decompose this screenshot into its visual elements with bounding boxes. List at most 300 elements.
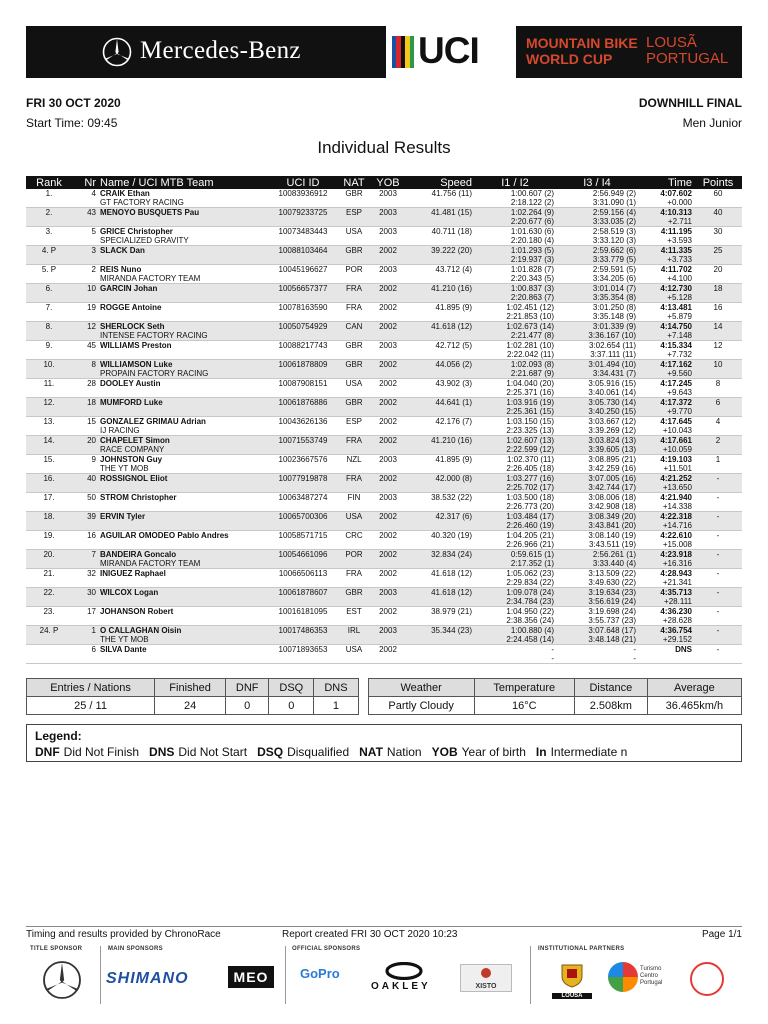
speed-cell: 42.712 (5) <box>435 341 472 350</box>
team-name <box>98 312 270 322</box>
empty-cell <box>26 331 72 341</box>
empty-cell <box>404 293 474 303</box>
split-i2-cell: 2:20.863 (7) <box>474 293 556 303</box>
empty-cell <box>372 521 404 531</box>
empty-cell <box>270 540 336 550</box>
empty-cell <box>372 483 404 493</box>
rider-name: GRICE Christopher <box>100 227 173 236</box>
empty-cell <box>694 312 742 322</box>
table-row-detail <box>26 293 742 303</box>
split-i4-cell: 3:36.167 (10) <box>556 331 638 341</box>
uci-id-cell: 10061878809 <box>270 360 336 370</box>
rider-name: STROM Christopher <box>100 493 177 502</box>
empty-cell <box>270 654 336 664</box>
table-row <box>26 474 742 484</box>
points-cell: 1 <box>715 455 721 464</box>
points-cell: 6 <box>694 398 742 408</box>
table-row <box>26 398 742 408</box>
empty-cell <box>694 198 742 208</box>
table-row <box>26 607 742 617</box>
gap-cell: +16.316 <box>638 559 694 569</box>
empty-cell <box>26 236 72 246</box>
rank-cell: 4. P <box>26 246 72 256</box>
empty-cell <box>270 521 336 531</box>
bib-cell: 43 <box>72 208 98 218</box>
summary-table <box>26 678 742 715</box>
empty-cell <box>336 217 372 227</box>
empty-cell <box>26 483 72 493</box>
empty-cell <box>270 198 336 208</box>
split-i2-cell: 2:26.966 (21) <box>474 540 556 550</box>
points-cell: - <box>694 512 742 522</box>
uci-text: UCI <box>418 30 479 71</box>
yob-cell: 2003 <box>379 265 397 274</box>
team-name <box>98 255 270 265</box>
points-cell: - <box>694 550 742 560</box>
team-name: SPECIALIZED GRAVITY <box>98 236 270 246</box>
split-i3-cell: 3:03.667 (12) <box>588 417 636 426</box>
speed-cell: 42.000 (8) <box>404 474 474 484</box>
split-i2-cell: 2:23.325 (13) <box>474 426 556 436</box>
bib-cell: 7 <box>72 550 98 560</box>
table-row-detail <box>26 540 742 550</box>
table-row-detail <box>26 426 742 436</box>
time-cell: 4:23.918 <box>638 550 694 560</box>
bib-cell: 5 <box>91 227 96 236</box>
table-row <box>26 645 742 655</box>
empty-cell <box>694 217 742 227</box>
empty-cell <box>270 312 336 322</box>
yob-cell: 2002 <box>372 436 404 446</box>
split-i3-cell: 2:58.519 (3) <box>592 227 636 236</box>
yob-cell: 2003 <box>372 208 404 218</box>
team-name <box>98 540 270 550</box>
empty-cell <box>372 464 404 474</box>
team-name <box>98 350 270 360</box>
speed-cell: 41.618 (12) <box>404 322 474 332</box>
uci-id-cell: 10071893653 <box>278 645 328 654</box>
points-cell: - <box>694 588 742 598</box>
split-i2-cell: 2:21.853 (10) <box>474 312 556 322</box>
team-name: MIRANDA FACTORY TEAM <box>98 274 270 284</box>
empty-cell <box>372 445 404 455</box>
uci-id-cell: 10071553749 <box>270 436 336 446</box>
uci-id-cell: 10077919878 <box>270 474 336 484</box>
speed-cell: 38.979 (21) <box>431 607 472 616</box>
bib-cell: 4 <box>91 189 96 198</box>
rank-cell: 15. <box>43 455 55 464</box>
oakley-logo: OAKLEY <box>371 981 431 992</box>
empty-cell <box>404 540 474 550</box>
empty-cell <box>404 331 474 341</box>
split-i4-cell: 3:42.259 (16) <box>556 464 638 474</box>
col-name: Name / UCI MTB Team <box>98 176 270 189</box>
split-i1-cell: 1:02.451 (12) <box>506 303 554 312</box>
rank-cell: 13. <box>43 417 55 426</box>
empty-cell <box>26 407 72 417</box>
gap-cell: +15.008 <box>638 540 694 550</box>
table-row <box>26 227 742 237</box>
points-cell: 8 <box>715 379 721 388</box>
venue-line-2: PORTUGAL <box>646 50 729 67</box>
split-i3-cell: 3:08.349 (20) <box>556 512 638 522</box>
time-cell: 4:22.610 <box>660 531 692 540</box>
rider-name: BANDEIRA Goncalo <box>98 550 270 560</box>
sum-dns: 1 <box>314 697 358 715</box>
time-cell: DNS <box>675 645 692 654</box>
rider-name: JOHANSON Robert <box>100 607 174 616</box>
yob-cell: 2002 <box>372 474 404 484</box>
split-i3-cell: 2:59.591 (5) <box>592 265 636 274</box>
uci-id-cell: 10023667576 <box>278 455 328 464</box>
gap-cell: +9.560 <box>638 369 694 379</box>
col-speed: Speed <box>404 176 474 189</box>
empty-cell <box>72 331 98 341</box>
gap-cell: +0.000 <box>638 198 694 208</box>
rank-cell: 5. P <box>41 265 57 274</box>
table-row-detail <box>26 445 742 455</box>
empty-cell <box>270 502 336 512</box>
time-cell: 4:22.318 <box>638 512 694 522</box>
team-name: IJ RACING <box>98 426 270 436</box>
nation-cell: ESP <box>336 208 372 218</box>
empty-cell <box>26 217 72 227</box>
empty-cell <box>72 426 98 436</box>
legend-text: Disqualified <box>287 745 350 759</box>
split-i2-cell: 2:26.460 (19) <box>474 521 556 531</box>
empty-cell <box>72 274 98 284</box>
empty-cell <box>26 255 72 265</box>
empty-cell <box>372 388 404 398</box>
gap-cell: +10.043 <box>638 426 694 436</box>
split-i1-cell: 1:01.828 (7) <box>510 265 554 274</box>
table-row <box>26 455 742 465</box>
speed-cell: 44.641 (1) <box>404 398 474 408</box>
empty-cell <box>26 502 72 512</box>
rider-name: INIGUEZ Raphael <box>100 569 166 578</box>
uci-id-cell: 10016181095 <box>278 607 328 616</box>
rank-cell: 22. <box>26 588 72 598</box>
race-meta-left <box>26 96 121 130</box>
empty-cell <box>694 597 742 607</box>
points-cell: - <box>716 607 720 616</box>
time-cell: 4:21.252 <box>638 474 694 484</box>
table-row <box>26 246 742 256</box>
empty-cell <box>26 388 72 398</box>
uci-logo <box>386 26 516 78</box>
split-i3-cell: 2:59.662 (6) <box>556 246 638 256</box>
split-i1-cell: 1:03.277 (16) <box>474 474 556 484</box>
table-row <box>26 626 742 636</box>
rider-name: CRAIK Ethan <box>100 189 150 198</box>
summary-header-row <box>27 679 742 697</box>
empty-cell <box>336 578 372 588</box>
bib-cell: 32 <box>87 569 96 578</box>
empty-cell <box>336 236 372 246</box>
xisto-mark-icon <box>481 968 491 978</box>
table-row-detail <box>26 616 742 626</box>
table-row-detail <box>26 635 742 645</box>
empty-cell <box>72 559 98 569</box>
gap-cell: +5.879 <box>638 312 694 322</box>
empty-cell <box>694 502 742 512</box>
legend-text: Nation <box>386 745 422 759</box>
split-i3-cell: 2:59.156 (4) <box>556 208 638 218</box>
main-sponsors-label: MAIN SPONSORS <box>108 946 163 952</box>
official-sponsors-label: OFFICIAL SPONSORS <box>292 946 361 952</box>
gap-cell: +2.711 <box>638 217 694 227</box>
empty-cell <box>270 407 336 417</box>
xisto-logo <box>460 964 512 992</box>
nation-cell: GBR <box>336 588 372 598</box>
gap-cell: +29.152 <box>638 635 694 645</box>
empty-cell <box>72 578 98 588</box>
time-cell: 4:13.481 <box>660 303 692 312</box>
speed-cell: 41.210 (16) <box>404 284 474 294</box>
empty-cell <box>26 540 72 550</box>
empty-cell <box>270 388 336 398</box>
split-i3-cell: 3:07.005 (16) <box>556 474 638 484</box>
yob-cell: 2002 <box>379 531 397 540</box>
table-row-detail <box>26 350 742 360</box>
bib-cell: 50 <box>87 493 96 502</box>
split-i3-cell: 3:08.895 (21) <box>588 455 636 464</box>
empty-cell <box>404 236 474 246</box>
series-line-2: WORLD CUP <box>526 51 613 67</box>
empty-cell <box>372 654 404 664</box>
speed-cell: 41.618 (12) <box>404 588 474 598</box>
table-row <box>26 284 742 294</box>
table-row-detail <box>26 464 742 474</box>
gopro-logo: GoPro <box>300 966 340 981</box>
rider-name: SHERLOCK Seth <box>98 322 270 332</box>
split-i4-cell: 3:33.035 (2) <box>556 217 638 227</box>
empty-cell <box>270 350 336 360</box>
empty-cell <box>694 369 742 379</box>
sum-weather: Partly Cloudy <box>368 697 474 715</box>
empty-cell <box>336 369 372 379</box>
sum-dnf: 0 <box>226 697 269 715</box>
table-row <box>26 303 742 313</box>
empty-cell <box>270 274 336 284</box>
split-i2-cell: 2:26.773 (20) <box>474 502 556 512</box>
split-i4-cell: 3:56.619 (24) <box>556 597 638 607</box>
split-i1-cell: 1:03.484 (17) <box>474 512 556 522</box>
summary-value-row <box>27 697 742 715</box>
time-cell: 4:21.940 <box>660 493 692 502</box>
split-i1-cell: 1:04.205 (21) <box>506 531 554 540</box>
race-meta-right <box>639 96 742 130</box>
empty-cell <box>72 502 98 512</box>
split-i1-cell: 1:04.040 (20) <box>506 379 554 388</box>
empty-cell <box>336 559 372 569</box>
sum-finished: 24 <box>155 697 226 715</box>
speed-cell <box>404 645 474 655</box>
empty-cell <box>26 312 72 322</box>
team-name <box>98 616 270 626</box>
sum-h-dns: DNS <box>314 679 358 697</box>
speed-cell: 44.056 (2) <box>404 360 474 370</box>
legend-abbr: YOB <box>431 745 458 759</box>
empty-cell <box>72 464 98 474</box>
yob-cell: 2002 <box>372 550 404 560</box>
bib-cell: 18 <box>72 398 98 408</box>
lousa-crest-icon <box>559 962 585 988</box>
empty-cell <box>694 635 742 645</box>
nation-cell: POR <box>336 550 372 560</box>
split-i1-cell: - <box>551 645 554 654</box>
uci-id-cell: 10078163590 <box>278 303 328 312</box>
legend-abbr: In <box>535 745 547 759</box>
gap-cell: +3.733 <box>638 255 694 265</box>
split-i2-cell: 2:21.477 (8) <box>474 331 556 341</box>
empty-cell <box>26 464 72 474</box>
team-name: INTENSE FACTORY RACING <box>98 331 270 341</box>
empty-cell <box>270 616 336 626</box>
bib-cell: 30 <box>72 588 98 598</box>
team-name: THE YT MOB <box>98 464 270 474</box>
table-row-detail <box>26 502 742 512</box>
rank-cell: 11. <box>43 379 55 388</box>
yob-cell: 2002 <box>372 512 404 522</box>
nation-cell: IRL <box>336 626 372 636</box>
split-i1-cell: 1:00.607 (2) <box>510 189 554 198</box>
uci-id-cell: 10083936912 <box>278 189 328 198</box>
split-i4-cell: 3:33.120 (3) <box>556 236 638 246</box>
yob-cell: 2003 <box>379 341 397 350</box>
col-yob: YOB <box>372 176 404 189</box>
empty-cell <box>26 293 72 303</box>
split-i3-cell: 3:01.339 (9) <box>556 322 638 332</box>
rider-name: AGUILAR OMODEO Pablo Andres <box>100 531 229 540</box>
header-banner <box>26 26 742 78</box>
points-cell: 18 <box>694 284 742 294</box>
yob-cell: 2002 <box>372 246 404 256</box>
split-i1-cell: 1:01.293 (5) <box>474 246 556 256</box>
bib-cell: 20 <box>72 436 98 446</box>
split-i3-cell: 2:56.261 (1) <box>556 550 638 560</box>
empty-cell <box>404 274 474 284</box>
title-sponsor-label: TITLE SPONSOR <box>30 946 83 952</box>
sum-distance: 2.508km <box>574 697 647 715</box>
empty-cell <box>694 331 742 341</box>
rider-name: GARCIN Johan <box>98 284 270 294</box>
split-i2-cell: 2:20.180 (4) <box>474 236 556 246</box>
split-i4-cell: 3:33.440 (4) <box>556 559 638 569</box>
bib-cell: 39 <box>72 512 98 522</box>
empty-cell <box>404 559 474 569</box>
split-i4-cell: 3:39.605 (13) <box>556 445 638 455</box>
gap-cell: +9.643 <box>638 388 694 398</box>
split-i3-cell: 3:01.014 (7) <box>556 284 638 294</box>
empty-cell <box>694 616 742 626</box>
empty-cell <box>404 198 474 208</box>
table-row-detail <box>26 483 742 493</box>
points-cell: 10 <box>694 360 742 370</box>
empty-cell <box>26 445 72 455</box>
turismo-centro-text: Turismo Centro Portugal <box>640 966 663 986</box>
rank-cell: 16. <box>26 474 72 484</box>
empty-cell <box>404 426 474 436</box>
empty-cell <box>270 369 336 379</box>
time-cell: 4:36.230 <box>660 607 692 616</box>
yob-cell: 2002 <box>379 607 397 616</box>
split-i3-cell: 3:19.634 (23) <box>556 588 638 598</box>
table-row-detail <box>26 388 742 398</box>
empty-cell <box>336 540 372 550</box>
split-i2-cell: 2:21.687 (9) <box>474 369 556 379</box>
table-row-detail <box>26 217 742 227</box>
sponsor-divider <box>285 946 286 1004</box>
empty-cell <box>336 654 372 664</box>
table-row-detail <box>26 274 742 284</box>
empty-cell <box>404 616 474 626</box>
gap-cell: +7.148 <box>638 331 694 341</box>
table-row-detail <box>26 369 742 379</box>
yob-cell: 2002 <box>372 284 404 294</box>
table-row <box>26 189 742 198</box>
gap-cell <box>638 654 694 664</box>
split-i3-cell: - <box>633 645 636 654</box>
sum-h-dnf: DNF <box>226 679 269 697</box>
table-row-detail <box>26 255 742 265</box>
team-name <box>98 293 270 303</box>
gap-cell: +11.501 <box>638 464 694 474</box>
gap-cell: +28.111 <box>638 597 694 607</box>
rider-name: CHAPELET Simon <box>98 436 270 446</box>
table-row-detail <box>26 407 742 417</box>
gap-cell: +9.770 <box>638 407 694 417</box>
empty-cell <box>72 616 98 626</box>
points-cell: 2 <box>694 436 742 446</box>
empty-cell <box>694 350 742 360</box>
empty-cell <box>336 407 372 417</box>
yob-cell: 2003 <box>372 626 404 636</box>
table-row-detail <box>26 236 742 246</box>
speed-cell: 32.834 (24) <box>404 550 474 560</box>
team-name <box>98 217 270 227</box>
bib-cell: 10 <box>72 284 98 294</box>
empty-cell <box>372 236 404 246</box>
mercedes-star-icon <box>102 37 132 67</box>
venue-line-1: LOUSÃ <box>646 34 697 51</box>
empty-cell <box>72 255 98 265</box>
empty-cell <box>26 426 72 436</box>
empty-cell <box>372 635 404 645</box>
nation-cell: FRA <box>336 474 372 484</box>
empty-cell <box>404 350 474 360</box>
rank-cell: 3. <box>45 227 53 236</box>
split-i4-cell: 3:34.205 (6) <box>556 274 638 284</box>
empty-cell <box>26 350 72 360</box>
rank-cell <box>26 645 72 655</box>
gap-cell: +5.128 <box>638 293 694 303</box>
yob-cell: 2002 <box>379 645 397 654</box>
empty-cell <box>372 217 404 227</box>
table-row <box>26 265 742 275</box>
sum-h-finished: Finished <box>155 679 226 697</box>
split-i3-cell: 3:19.698 (24) <box>588 607 636 616</box>
nation-cell: GBR <box>345 189 363 198</box>
nation-cell: FRA <box>346 303 362 312</box>
split-i2-cell: 2:19.937 (3) <box>474 255 556 265</box>
split-i2-cell: 2:25.371 (16) <box>474 388 556 398</box>
lousa-logo <box>552 962 592 1002</box>
table-row-detail <box>26 521 742 531</box>
empty-cell <box>336 521 372 531</box>
empty-cell <box>404 521 474 531</box>
rank-cell: 21. <box>43 569 55 578</box>
